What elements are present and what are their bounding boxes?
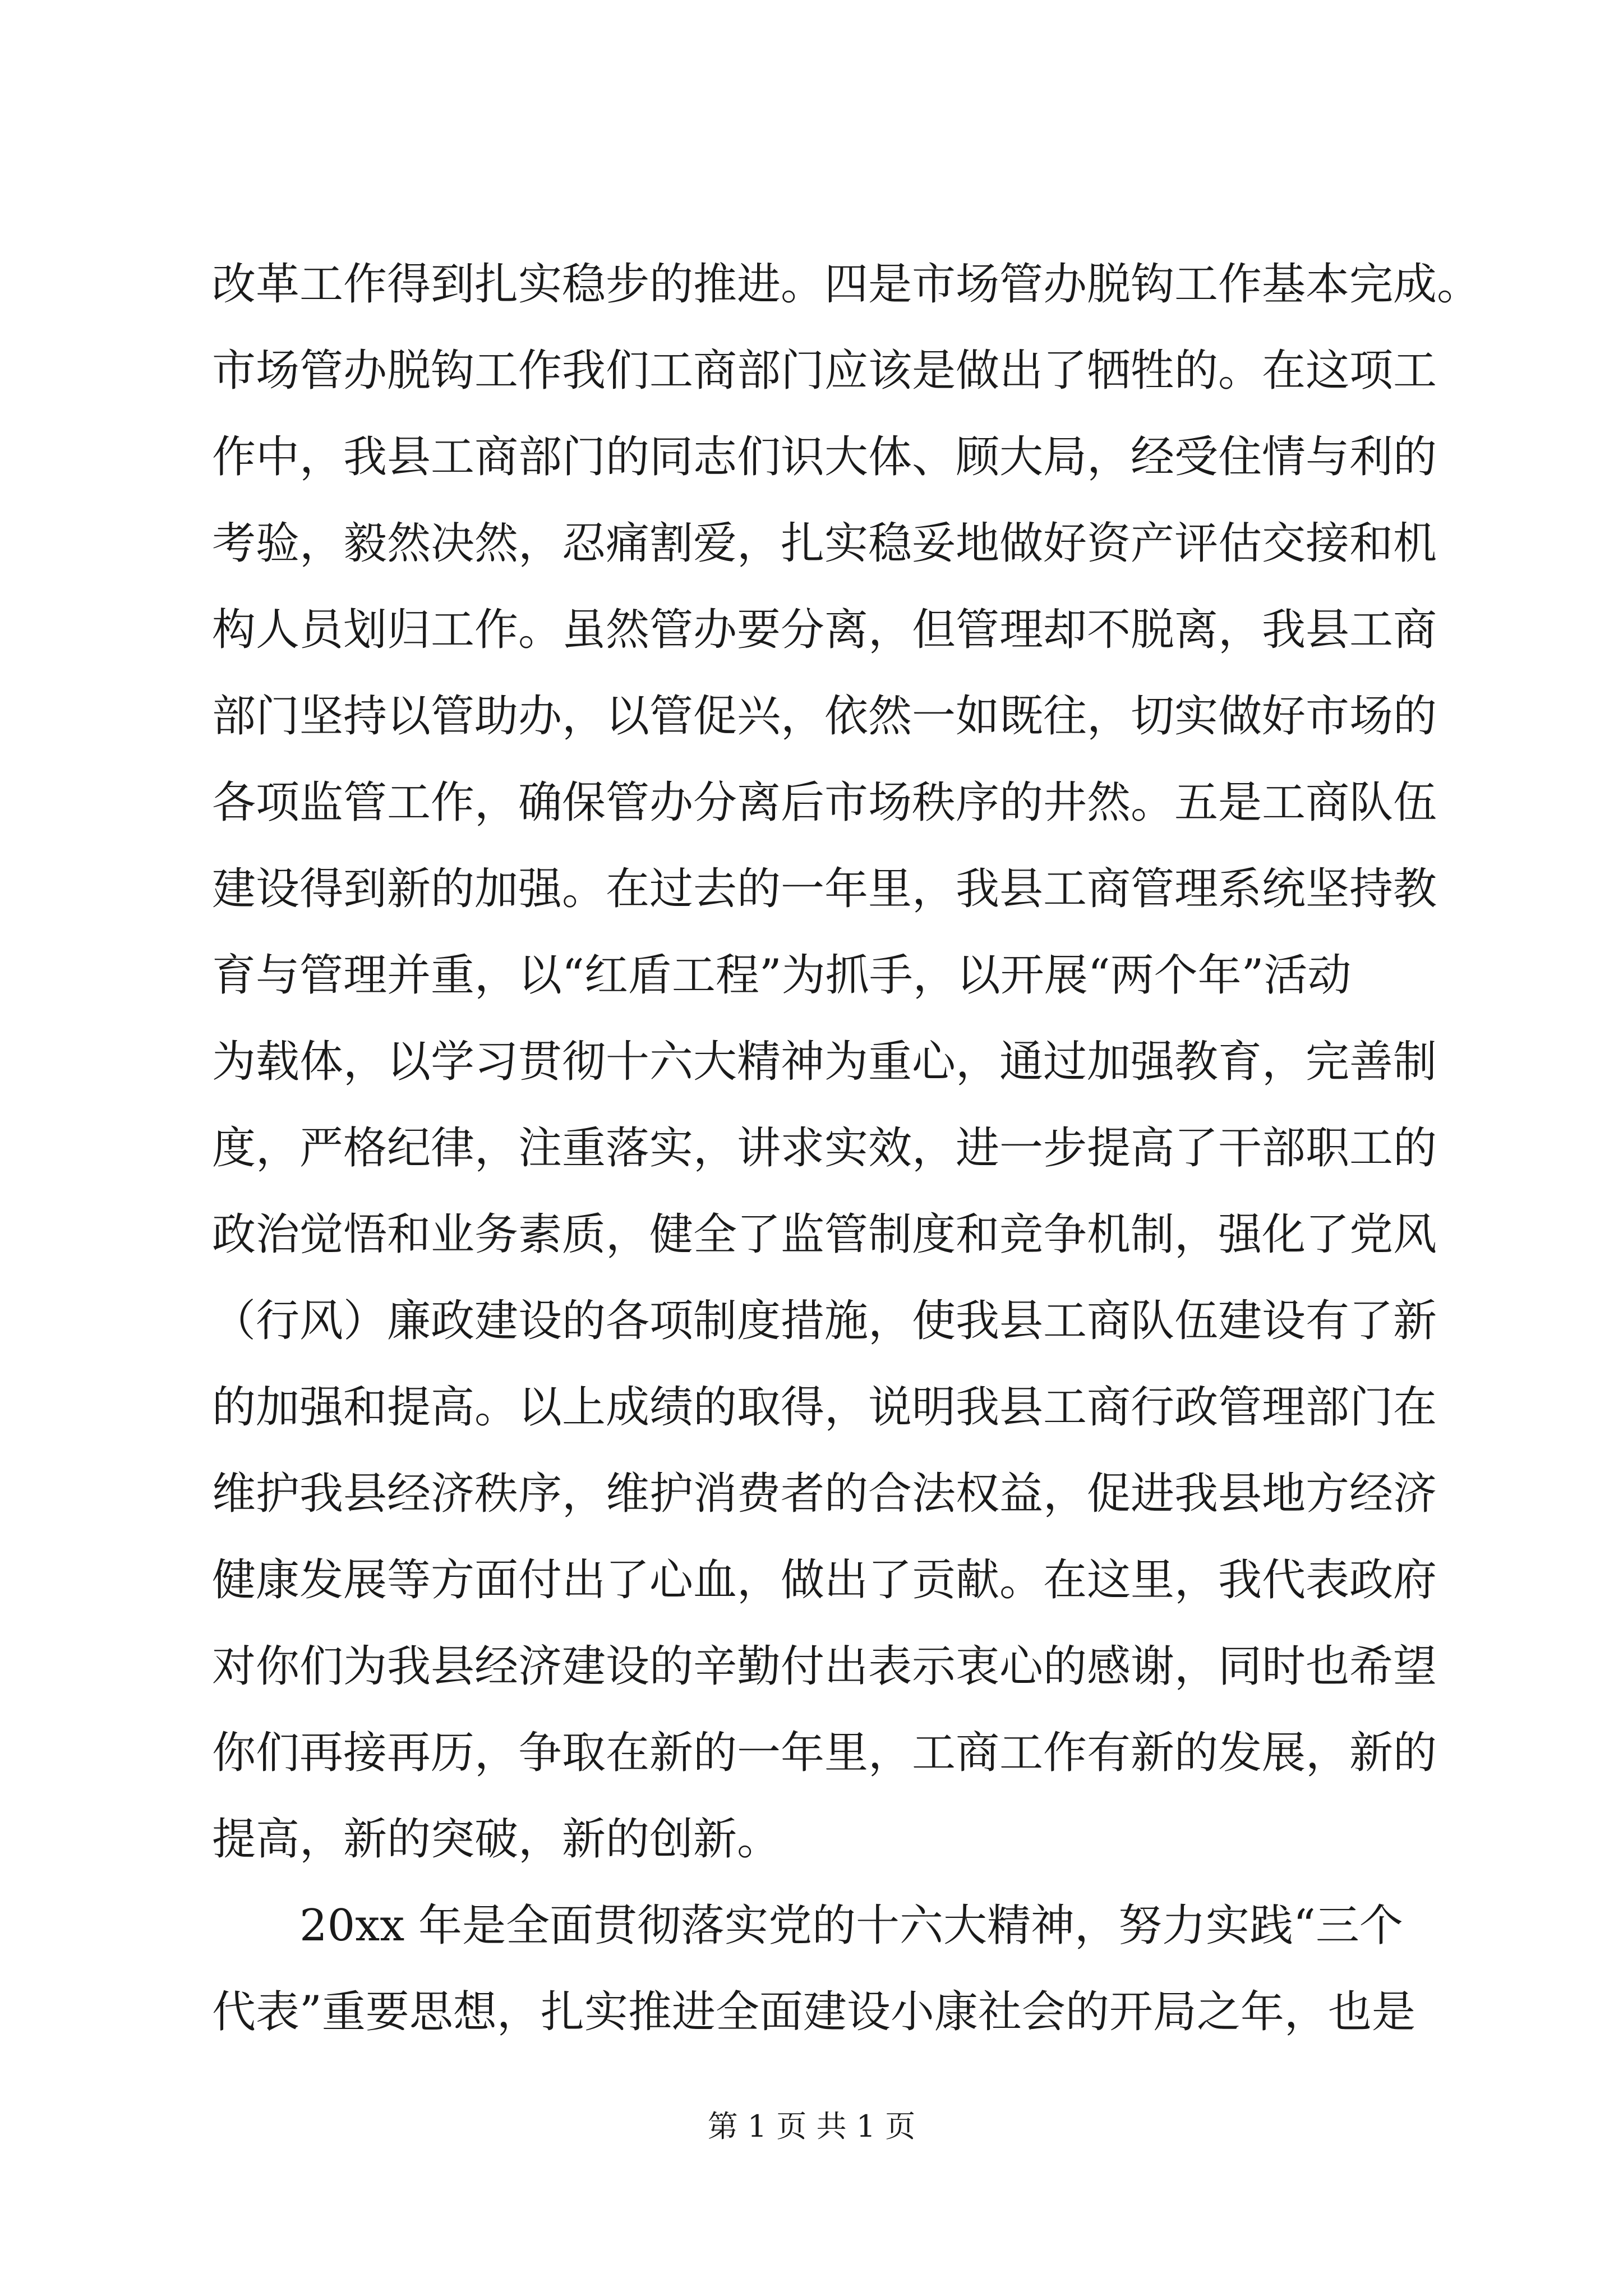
text-line: 对你们为我县经济建设的辛勤付出表示衷心的感谢，同时也希望 bbox=[212, 1641, 1437, 1692]
text-line: 考验，毅然决然，忍痛割爱，扎实稳妥地做好资产评估交接和机 bbox=[212, 518, 1437, 569]
paragraph-start-line: 20xx 年是全面贯彻落实党的十六大精神，努力实践“三个 bbox=[299, 1901, 1403, 1951]
body-text bbox=[212, 241, 1481, 2055]
text-line: 各项监管工作，确保管办分离后市场秩序的井然。五是工商队伍 bbox=[212, 777, 1437, 828]
text-line: 作中，我县工商部门的同志们识大体、顾大局，经受住情与利的 bbox=[212, 432, 1437, 482]
text-line: 代表”重要思想，扎实推进全面建设小康社会的开局之年，也是 bbox=[212, 1987, 1415, 2037]
text-line: 为载体，以学习贯彻十六大精神为重心，通过加强教育，完善制 bbox=[212, 1037, 1437, 1087]
text-line: 维护我县经济秩序，维护消费者的合法权益，促进我县地方经济 bbox=[212, 1469, 1437, 1519]
text-line: 市场管办脱钩工作我们工商部门应该是做出了牺牲的。在这项工 bbox=[212, 346, 1437, 396]
text-line: 你们再接再历，争取在新的一年里，工商工作有新的发展，新的 bbox=[212, 1728, 1437, 1778]
text-line: （行风）廉政建设的各项制度措施，使我县工商队伍建设有了新 bbox=[212, 1296, 1437, 1346]
text-line: 改革工作得到扎实稳步的推进。四是市场管办脱钩工作基本完成。 bbox=[212, 259, 1481, 310]
text-line: 度，严格纪律，注重落实，讲求实效，进一步提高了干部职工的 bbox=[212, 1123, 1437, 1174]
text-line: 构人员划归工作。虽然管办要分离，但管理却不脱离，我县工商 bbox=[212, 605, 1437, 655]
text-line: 的加强和提高。以上成绩的取得，说明我县工商行政管理部门在 bbox=[212, 1382, 1437, 1433]
text-line: 提高，新的突破，新的创新。 bbox=[212, 1814, 781, 1865]
text-line: 部门坚持以管助办，以管促兴，依然一如既往，切实做好市场的 bbox=[212, 691, 1437, 742]
text-line: 政治觉悟和业务素质，健全了监管制度和竞争机制，强化了党风 bbox=[212, 1209, 1437, 1260]
page-footer: 第 1 页 共 1 页 bbox=[707, 2109, 916, 2144]
text-line: 育与管理并重，以“红盾工程”为抓手，以开展“两个年”活动 bbox=[212, 950, 1352, 1001]
text-line: 建设得到新的加强。在过去的一年里，我县工商管理系统坚持教 bbox=[212, 864, 1437, 914]
text-line: 健康发展等方面付出了心血，做出了贡献。在这里，我代表政府 bbox=[212, 1555, 1437, 1605]
